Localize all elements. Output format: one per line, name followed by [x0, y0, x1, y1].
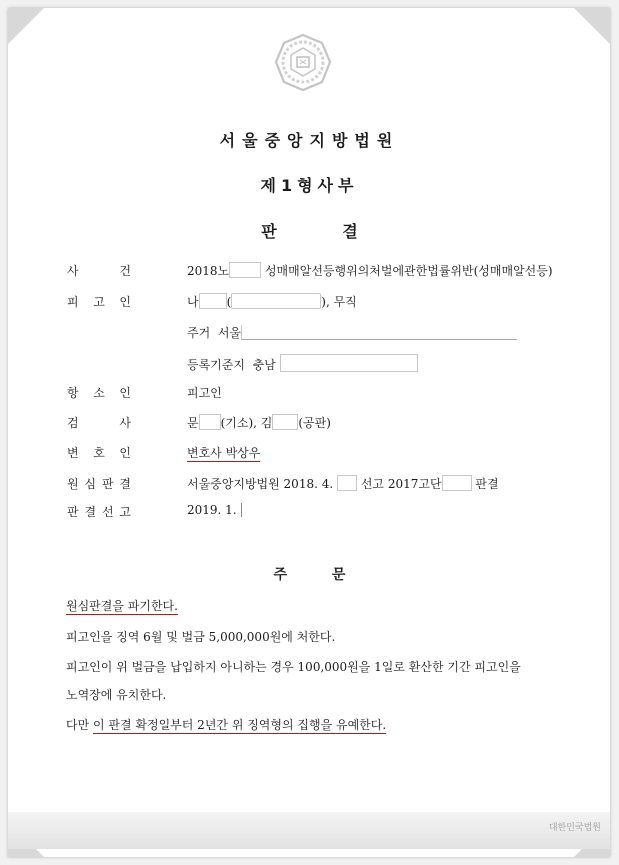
redacted-case-number-original — [442, 475, 472, 491]
address-row: 주거 서울 — [187, 324, 517, 341]
appellant-label: 항 소 인 — [67, 386, 131, 400]
counsel-value: 변호사 박상우 — [187, 446, 261, 460]
order-line-1: 원심판결을 파기한다. — [66, 599, 178, 613]
redacted-defendant-id — [231, 293, 321, 309]
page-bottom-band — [8, 812, 610, 849]
appellant-value: 피고인 — [187, 386, 222, 400]
order-title: 주 문 — [273, 567, 346, 583]
original-judgment-value: 서울중앙지방법원 2018. 4. 선고 2017고단 판결 — [187, 477, 499, 491]
redacted-defendant-name — [199, 293, 227, 309]
case-label: 사 건 — [67, 264, 131, 278]
redacted-address — [241, 325, 517, 340]
order-line-2: 피고인을 징역 6월 및 벌금 5,000,000원에 처한다. — [66, 630, 336, 644]
court-seal-icon — [272, 32, 334, 94]
court-name: 서울중앙지방법원 — [219, 131, 400, 150]
order-line-5: 다만 이 판결 확정일부터 2년간 위 징역형의 집행을 유예한다. — [66, 718, 387, 732]
page-corner-top-right — [574, 8, 610, 44]
defendant-value: 나 ( ), 무직 — [187, 295, 357, 309]
document-title: 판 결 — [261, 222, 358, 241]
redacted-case-number — [229, 262, 261, 278]
redacted-prosecutor-2 — [272, 414, 298, 430]
page-corner-top-left — [8, 8, 44, 44]
judgment-date-label: 판 결 선 고 — [67, 505, 131, 519]
original-judgment-label: 원 심 판 결 — [67, 477, 131, 491]
redacted-prosecutor-1 — [199, 414, 221, 430]
judgment-date-value: 2019. 1. — [187, 503, 242, 517]
registry-row: 등록기준지 충남 — [187, 354, 418, 373]
prosecutor-label: 검 사 — [67, 416, 131, 430]
order-line-3: 피고인이 위 벌금을 납입하지 아니하는 경우 100,000원을 1일로 환산한 기간 피고인을 — [66, 660, 521, 674]
redacted-judgment-date — [241, 503, 242, 517]
counsel-label: 변 호 인 — [67, 446, 131, 460]
defendant-label: 피 고 인 — [67, 295, 131, 309]
prosecutor-value: 문 (기소), 김 (공판) — [187, 416, 331, 430]
redacted-registry — [280, 354, 418, 372]
division-name: 제1형사부 — [260, 176, 359, 195]
redacted-judgment-day — [337, 475, 357, 491]
case-value: 2018노 성매매알선등행위의처벌에관한법률위반(성매매알선등) — [187, 264, 553, 278]
order-line-4: 노역장에 유치한다. — [66, 688, 167, 702]
footer-watermark: 대한민국법원 — [548, 823, 601, 833]
